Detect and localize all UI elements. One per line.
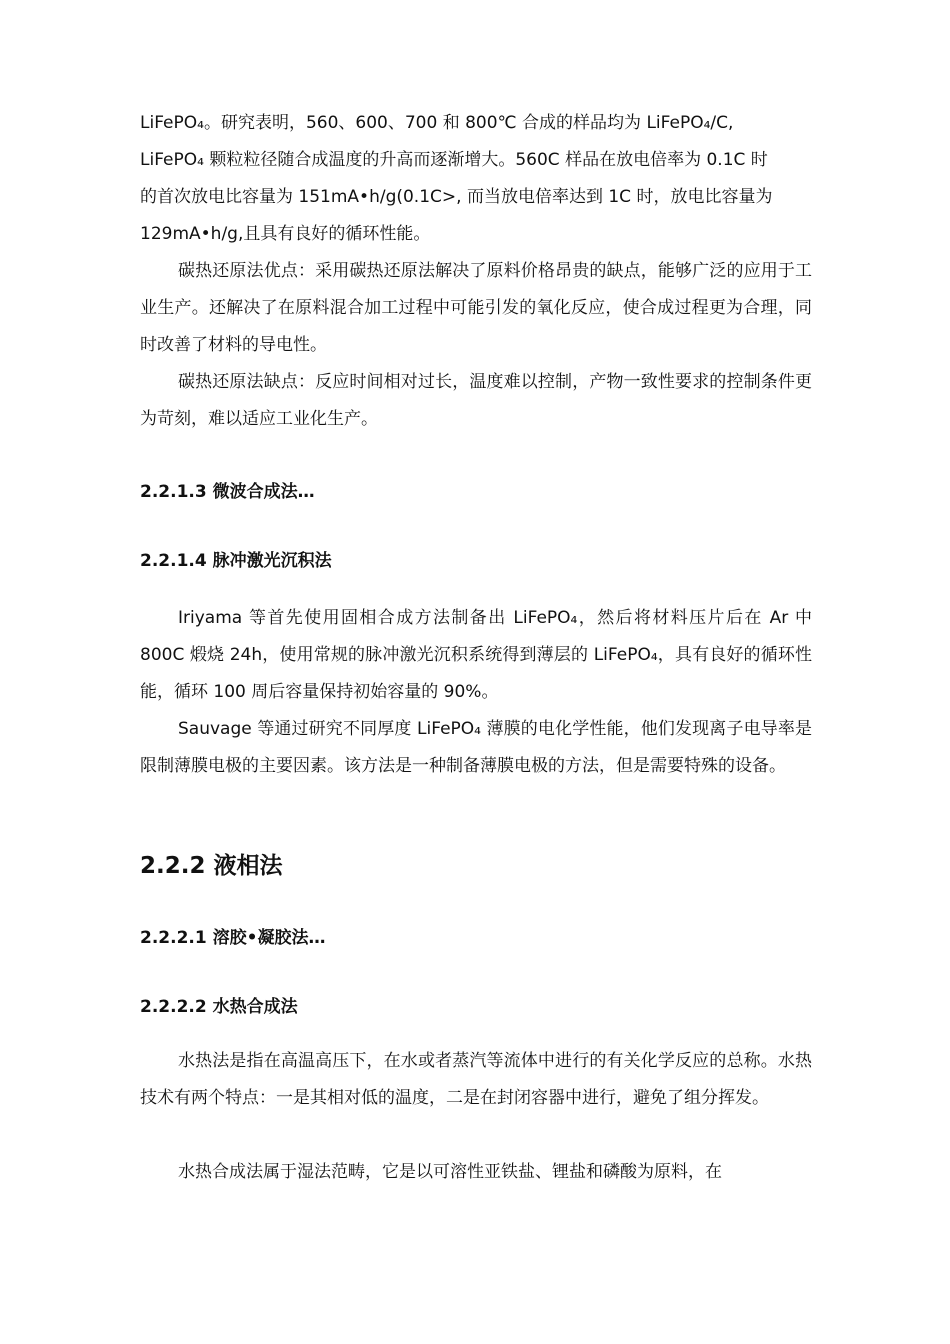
paragraph-hydrothermal-definition: 水热法是指在高温高压下，在水或者蒸汽等流体中进行的有关化学反应的总称。水热技术有两个特点：一是其相对低的温度，二是在封闭容器中进行，避免了组分挥发。: [140, 1051, 812, 1108]
text-line: 的首次放电比容量为 151mA•h/g(0.1C>, 而当放电倍率达到 1C 时，放电比容量为: [140, 187, 773, 207]
paragraph-carbothermal-result: [140, 105, 812, 253]
paragraph-carbothermal-disadvantages: 碳热还原法缺点：反应时间相对过长，温度难以控制，产物一致性要求的控制条件更为苛刻，难以适应工业化生产。: [140, 372, 812, 429]
paragraph-carbothermal-advantages: 碳热还原法优点：采用碳热还原法解决了原料价格昂贵的缺点，能够广泛的应用于工业生产。还解决了在原料混合加工过程中可能引发的氧化反应，使合成过程更为合理，同时改善了材料的导电性。: [140, 261, 812, 355]
section-heading-hydrothermal: 2.2.2.2 水热合成法: [140, 997, 298, 1017]
section-heading-microwave: 2.2.1.3 微波合成法…: [140, 482, 315, 502]
paragraph-iriyama: Iriyama 等首先使用固相合成方法制备出 LiFePO₄，然后将材料压片后在 Ar 中 800C 煅烧 24h，使用常规的脉冲激光沉积系统得到薄层的 LiFePO₄，具有良好的循环性能，循环 100 周后容量保持初始容量的 90%。: [140, 608, 812, 702]
section-heading-solgel: 2.2.2.1 溶胶•凝胶法…: [140, 928, 326, 948]
text-line: LiFePO₄ 颗粒粒径随合成温度的升高而逐渐增大。560C 样品在放电倍率为 0.1C 时: [140, 150, 768, 170]
section-heading-liquid-phase: 2.2.2 液相法: [140, 853, 283, 879]
paragraph-hydrothermal-synthesis: 水热合成法属于湿法范畴，它是以可溶性亚铁盐、锂盐和磷酸为原料，在: [178, 1162, 722, 1182]
paragraph-sauvage: Sauvage 等通过研究不同厚度 LiFePO₄ 薄膜的电化学性能，他们发现离子电导率是限制薄膜电极的主要因素。该方法是一种制备薄膜电极的方法，但是需要特殊的设备。: [140, 719, 812, 776]
text-line: 129mA•h/g,且具有良好的循环性能。: [140, 224, 431, 244]
text-line: LiFePO₄。研究表明，560、600、700 和 800℃ 合成的样品均为 LiFePO₄/C,: [140, 113, 734, 133]
section-heading-pld: 2.2.1.4 脉冲激光沉积法: [140, 551, 332, 571]
